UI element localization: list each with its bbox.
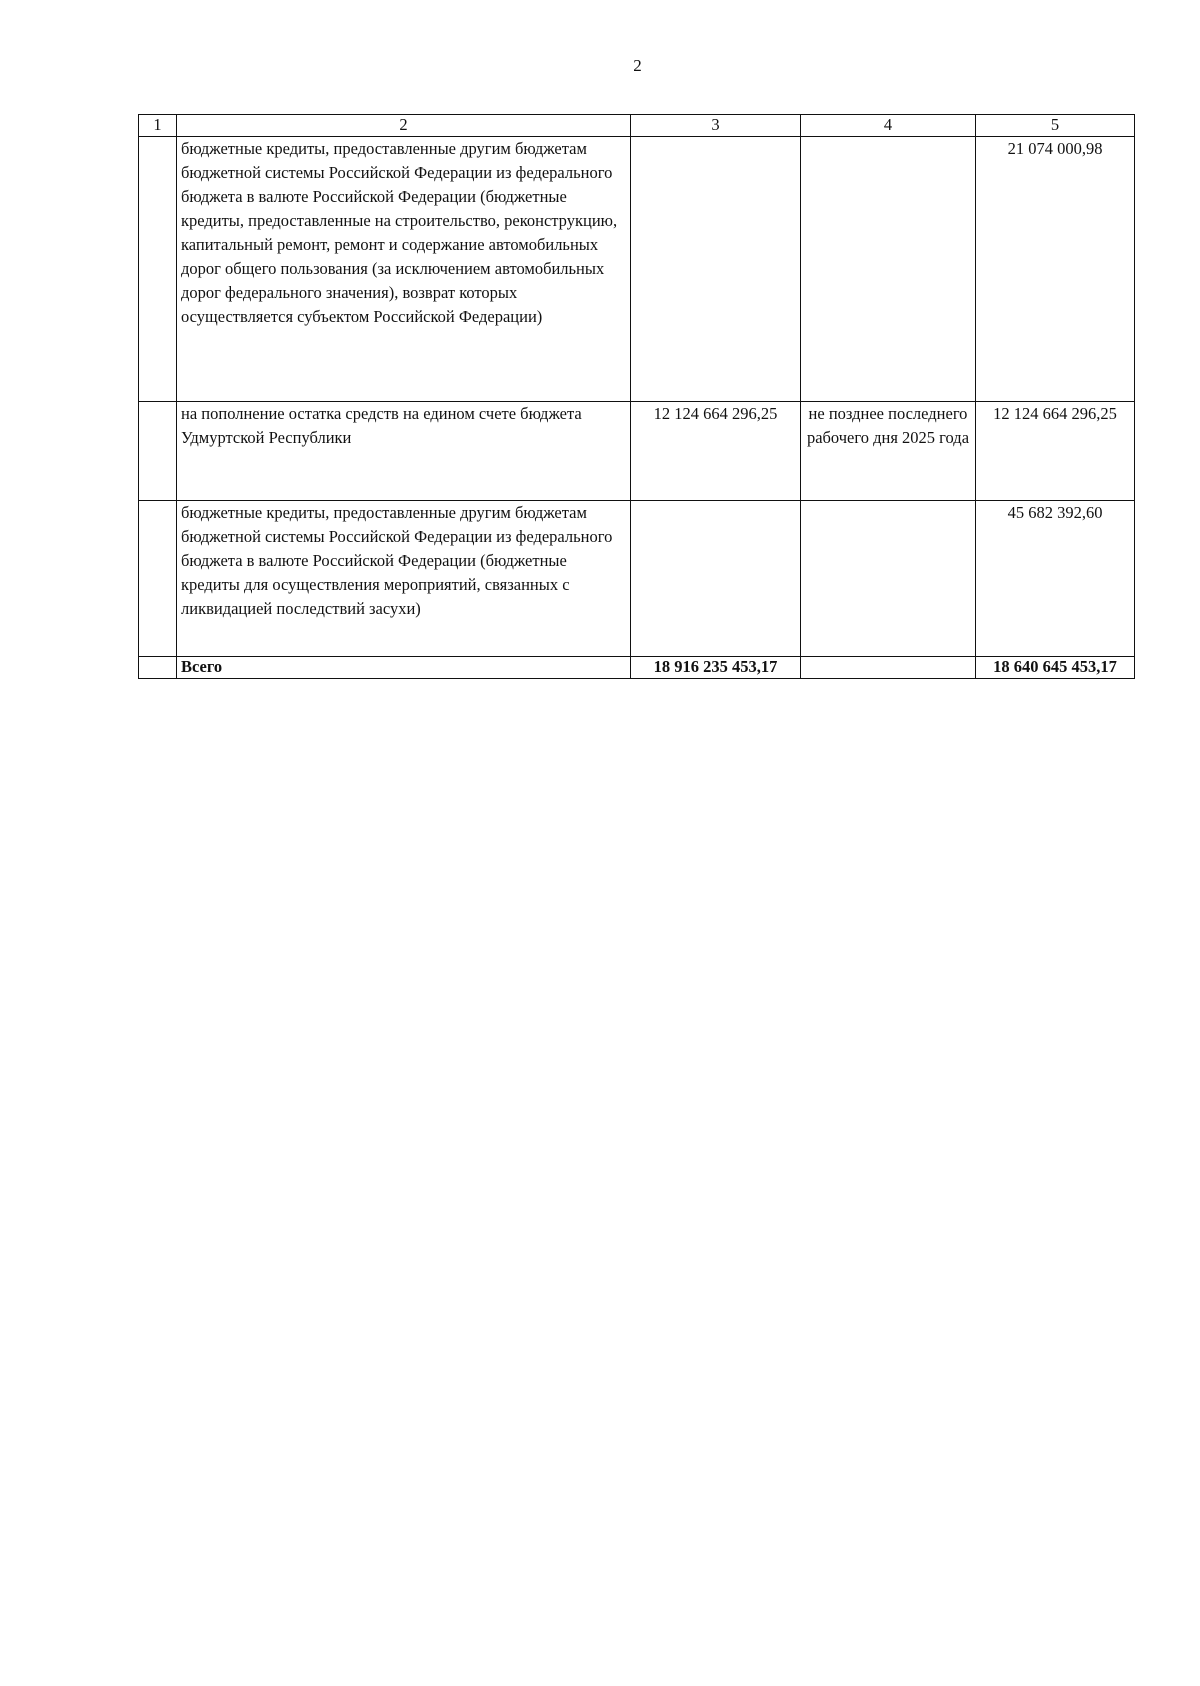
row-amount-col3: 12 124 664 296,25 [631, 402, 801, 501]
row-deadline: не позднее последнего рабочего дня 2025 года [801, 402, 976, 501]
row-amount-col3 [631, 137, 801, 402]
row-amount-col5: 21 074 000,98 [976, 137, 1135, 402]
table-row [139, 137, 1135, 402]
row-amount-col5: 12 124 664 296,25 [976, 402, 1135, 501]
table-row [139, 501, 1135, 657]
column-header-4: 4 [801, 115, 976, 137]
column-header-1: 1 [139, 115, 177, 137]
total-row [139, 657, 1135, 679]
row-number-cell [139, 402, 177, 501]
row-amount-col5: 45 682 392,60 [976, 501, 1135, 657]
total-label: Всего [177, 657, 631, 679]
row-number-cell [139, 501, 177, 657]
row-description: на пополнение остатка средств на едином счете бюджета Удмуртской Республики [177, 402, 631, 501]
row-number-cell [139, 137, 177, 402]
budget-credits-table [138, 114, 1135, 679]
row-deadline [801, 137, 976, 402]
row-amount-col3 [631, 501, 801, 657]
page-number: 2 [633, 56, 642, 75]
row-description: бюджетные кредиты, предоставленные другим бюджетам бюджетной системы Российской Федерации из федерального бюджета в валюте Российской Федерации (бюджетные кредиты, предоставленные на строительство, реконструкцию, капитальный ремонт, ремонт и содержание автомобильных дорог общего пользования (за исключением автомобильных дорог федерального значения), возврат которых осуществляется субъектом Российской Федерации) [177, 137, 631, 402]
column-number-row [139, 115, 1135, 137]
total-amount-col3: 18 916 235 453,17 [631, 657, 801, 679]
column-header-5: 5 [976, 115, 1135, 137]
column-header-3: 3 [631, 115, 801, 137]
total-deadline [801, 657, 976, 679]
total-amount-col5: 18 640 645 453,17 [976, 657, 1135, 679]
column-header-2: 2 [177, 115, 631, 137]
table-row [139, 402, 1135, 501]
total-number-cell [139, 657, 177, 679]
row-description: бюджетные кредиты, предоставленные другим бюджетам бюджетной системы Российской Федерации из федерального бюджета в валюте Российской Федерации (бюджетные кредиты для осуществления мероприятий, связанных с ликвидацией последствий засухи) [177, 501, 631, 657]
row-deadline [801, 501, 976, 657]
